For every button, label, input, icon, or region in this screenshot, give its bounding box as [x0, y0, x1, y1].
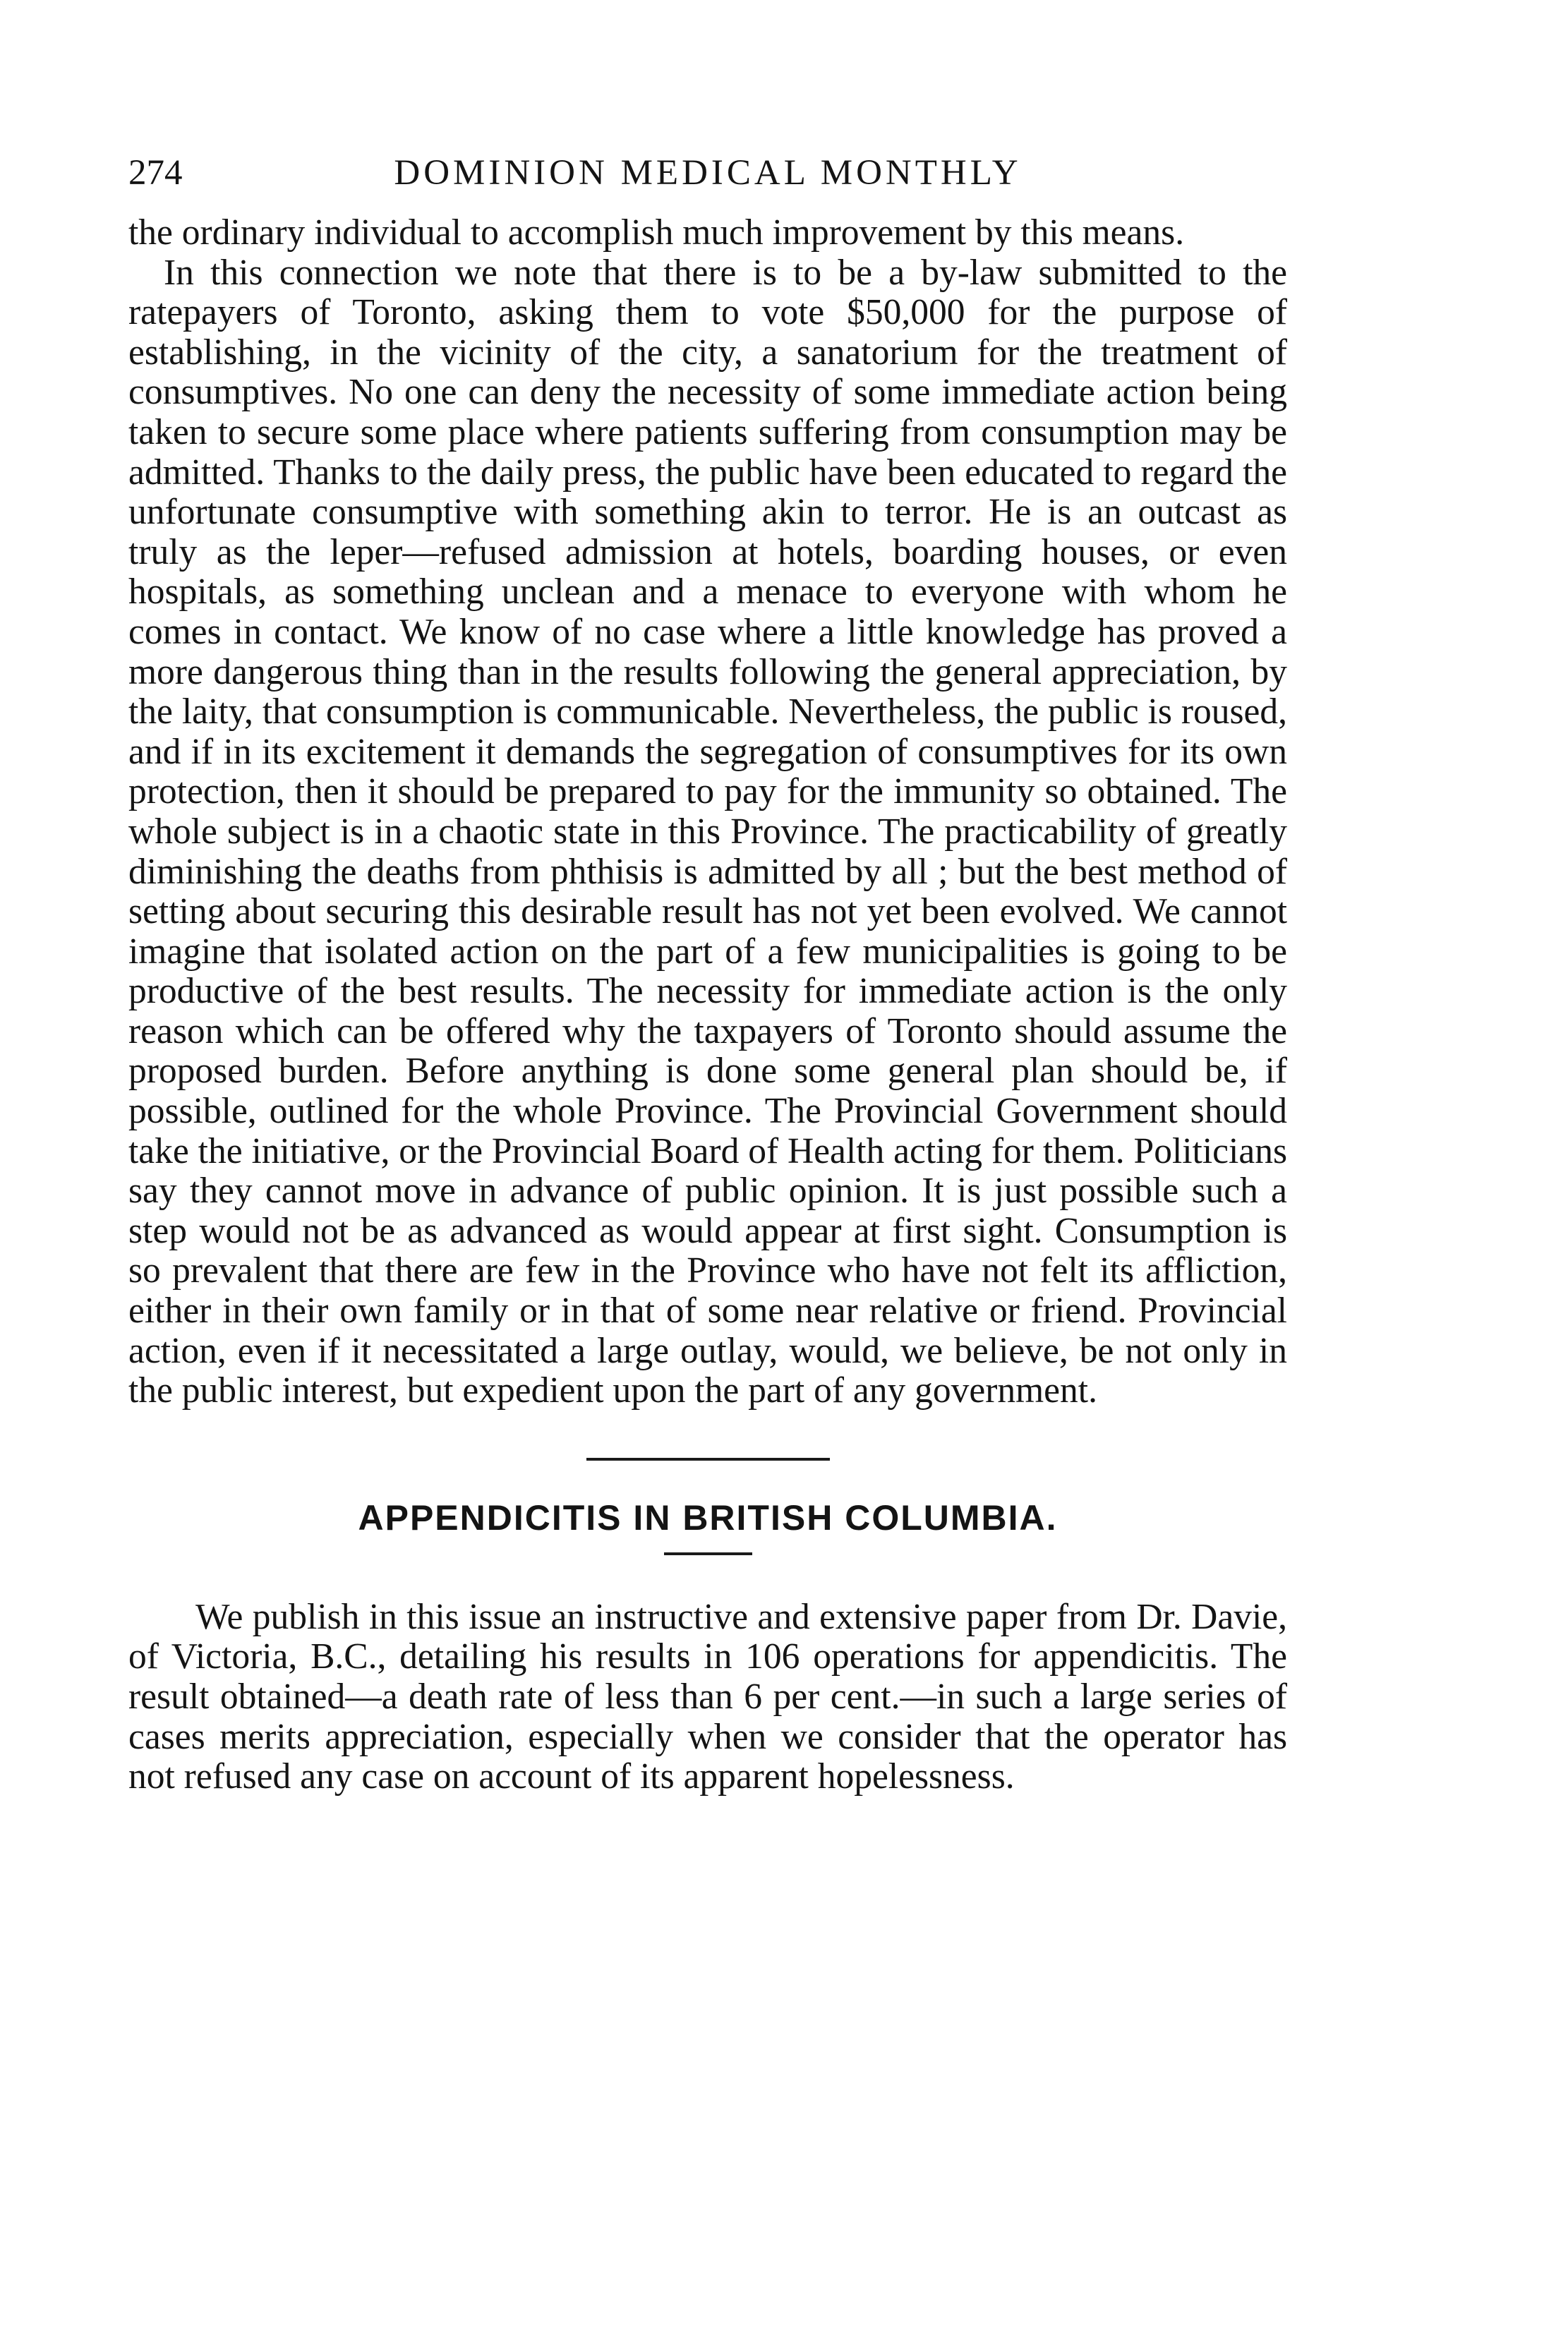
section-divider-rule — [586, 1458, 830, 1461]
heading-underline-rule — [664, 1552, 752, 1555]
journal-page — [128, 148, 1287, 1797]
running-head — [128, 148, 1287, 198]
continued-paragraph: the ordinary individual to accomplish much improvement by this means. — [128, 212, 1185, 253]
sanatorium-paragraph: In this connection we note that there is to be a by-law submitted to the ratepayers of Toronto, asking them to vote $50,000 for the purpose of establishing, in the vicinity of the city, a sanatorium for the treatment of consumptives. No one can deny the necessity of some immediate action being taken to secure some place where patients suffering from consumption may be admitted. Thanks to the daily press, the public have been educated to regard the unfortunate consumptive with something akin to terror. He is an outcast as truly as the leper—refused admission at hotels, boarding houses, or even hospitals, as something unclean and a menace to everyone with whom he comes in contact. We know of no case where a little knowledge has proved a more dangerous thing than in the results following the general appreciation, by the laity, that consumption is communicable. Nevertheless, the public is roused, and if in its excitement it demands the segregation of consumptives for its own protection, then it should be prepared to pay for the immunity so obtained. The whole subject is in a chaotic state in this Province. The practicability of greatly diminishing the deaths from phthisis is admitted by all ; but the best method of setting about securing this desirable result has not yet been evolved. We cannot imagine that isolated action on the part of a few municipalities is going to be productive of the best results. The necessity for immediate action is the only reason which can be offered why the taxpayers of Toronto should assume the proposed burden. Before anything is done some general plan should be, if possible, outlined for the whole Province. The Provincial Government should take the initiative, or the Provincial Board of Health acting for them. Politicians say they cannot move in advance of public opinion. It is just possible such a step would not be as advanced as would appear at first sight. Consumption is so prevalent that there are few in the Province who have not felt its affliction, either in their own family or in that of some near relative or friend. Provincial action, even if it necessitated a large outlay, would, we believe, be not only in the public interest, but expedient upon the part of any government. — [128, 252, 1287, 1411]
journal-title: DOMINION MEDICAL MONTHLY — [394, 153, 1022, 193]
section-heading: APPENDICITIS IN BRITISH COLUMBIA. — [358, 1497, 1058, 1538]
page-number: 274 — [128, 153, 183, 193]
appendicitis-paragraph: We publish in this issue an instructive and extensive paper from Dr. Davie, of Victoria, B.C., detailing his results in 106 operations for appendicitis. The result obtained—a death rate of less than 6 per cent.—in such a large series of cases merits appreciation, especially when we consider that the operator has not refused any case on account of its apparent hopelessness. — [128, 1596, 1287, 1797]
